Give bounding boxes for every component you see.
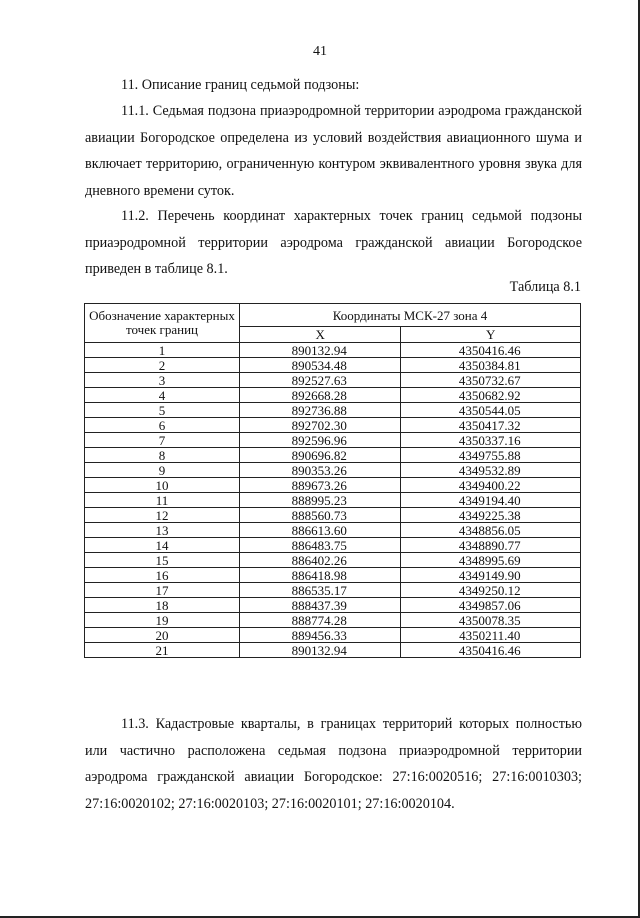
table-row [85, 433, 581, 448]
x-coordinate-cell: 888774.28 [240, 613, 401, 628]
paragraph-11-3: 11.3. Кадастровые кварталы, в границах территорий которых полностью или частично расположена седьмая подзона приаэродромной территории аэродрома гражданской авиации Богородское: 27:16:0020516; 27:16:0010303; 27:16:0020102; 27:16:0020103; 27:16:0020101; 27:16:0020104. [85, 716, 582, 812]
x-coordinate-cell: 890353.26 [240, 463, 401, 478]
point-number-cell: 4 [85, 388, 240, 403]
point-number-cell: 17 [85, 583, 240, 598]
point-number-cell: 2 [85, 358, 240, 373]
point-number-cell: 11 [85, 493, 240, 508]
y-coordinate-cell: 4349857.06 [401, 598, 581, 613]
point-number-cell: 19 [85, 613, 240, 628]
table-row [85, 643, 581, 658]
paragraph-11-1: 11.1. Седьмая подзона приаэродромной территории аэродрома гражданской авиации Богородское определена из условий воздействия авиационного шума и включает территорию, ограниченную контуром эквивалентного уровня звука для дневного времени суток. [85, 103, 582, 199]
table-row [85, 373, 581, 388]
table-row [85, 358, 581, 373]
y-coordinate-cell: 4348856.05 [401, 523, 581, 538]
y-coordinate-cell: 4350732.67 [401, 373, 581, 388]
x-coordinate-cell: 892702.30 [240, 418, 401, 433]
y-coordinate-cell: 4350416.46 [401, 643, 581, 658]
x-coordinate-cell: 886402.26 [240, 553, 401, 568]
x-coordinate-cell: 886613.60 [240, 523, 401, 538]
table-row [85, 418, 581, 433]
header-y: Y [401, 327, 581, 343]
page-number: 41 [313, 44, 327, 59]
x-coordinate-cell: 890132.94 [240, 343, 401, 358]
point-number-cell: 12 [85, 508, 240, 523]
x-coordinate-cell: 886483.75 [240, 538, 401, 553]
header-x: X [240, 327, 401, 343]
point-number-cell: 18 [85, 598, 240, 613]
header-coordinates: Координаты МСК-27 зона 4 [240, 304, 581, 327]
point-number-cell: 10 [85, 478, 240, 493]
y-coordinate-cell: 4350417.32 [401, 418, 581, 433]
x-coordinate-cell: 886418.98 [240, 568, 401, 583]
table-row [85, 523, 581, 538]
x-coordinate-cell: 888995.23 [240, 493, 401, 508]
point-number-cell: 6 [85, 418, 240, 433]
point-number-cell: 21 [85, 643, 240, 658]
y-coordinate-cell: 4349149.90 [401, 568, 581, 583]
y-coordinate-cell: 4348890.77 [401, 538, 581, 553]
y-coordinate-cell: 4350384.81 [401, 358, 581, 373]
table-row [85, 568, 581, 583]
y-coordinate-cell: 4350211.40 [401, 628, 581, 643]
y-coordinate-cell: 4348995.69 [401, 553, 581, 568]
coordinates-table [84, 303, 581, 658]
y-coordinate-cell: 4349532.89 [401, 463, 581, 478]
y-coordinate-cell: 4349250.12 [401, 583, 581, 598]
paragraph-11-2: 11.2. Перечень координат характерных точек границ седьмой подзоны приаэродромной территории аэродрома гражданской авиации Богородское приведен в таблице 8.1. [85, 208, 582, 277]
y-coordinate-cell: 4350682.92 [401, 388, 581, 403]
table-caption: Таблица 8.1 [509, 279, 581, 295]
point-number-cell: 5 [85, 403, 240, 418]
y-coordinate-cell: 4350416.46 [401, 343, 581, 358]
point-number-cell: 14 [85, 538, 240, 553]
table-row [85, 388, 581, 403]
point-number-cell: 13 [85, 523, 240, 538]
x-coordinate-cell: 889673.26 [240, 478, 401, 493]
x-coordinate-cell: 890132.94 [240, 643, 401, 658]
table-row [85, 343, 581, 358]
y-coordinate-cell: 4349194.40 [401, 493, 581, 508]
x-coordinate-cell: 888560.73 [240, 508, 401, 523]
table-row [85, 538, 581, 553]
y-coordinate-cell: 4349225.38 [401, 508, 581, 523]
header-point-designation: Обозначение характерных точек границ [85, 304, 240, 343]
point-number-cell: 16 [85, 568, 240, 583]
x-coordinate-cell: 889456.33 [240, 628, 401, 643]
y-coordinate-cell: 4349755.88 [401, 448, 581, 463]
point-number-cell: 20 [85, 628, 240, 643]
y-coordinate-cell: 4350337.16 [401, 433, 581, 448]
table-row [85, 598, 581, 613]
y-coordinate-cell: 4350078.35 [401, 613, 581, 628]
table-row [85, 583, 581, 598]
x-coordinate-cell: 892668.28 [240, 388, 401, 403]
table-row [85, 628, 581, 643]
section-heading: 11. Описание границ седьмой подзоны: [121, 77, 360, 93]
table-row [85, 553, 581, 568]
x-coordinate-cell: 890696.82 [240, 448, 401, 463]
table-row [85, 478, 581, 493]
x-coordinate-cell: 892596.96 [240, 433, 401, 448]
x-coordinate-cell: 892527.63 [240, 373, 401, 388]
x-coordinate-cell: 888437.39 [240, 598, 401, 613]
table-row [85, 463, 581, 478]
table-row [85, 493, 581, 508]
x-coordinate-cell: 890534.48 [240, 358, 401, 373]
point-number-cell: 1 [85, 343, 240, 358]
table-row [85, 613, 581, 628]
table-body [85, 343, 581, 658]
point-number-cell: 3 [85, 373, 240, 388]
table-row [85, 508, 581, 523]
point-number-cell: 15 [85, 553, 240, 568]
x-coordinate-cell: 886535.17 [240, 583, 401, 598]
point-number-cell: 9 [85, 463, 240, 478]
y-coordinate-cell: 4349400.22 [401, 478, 581, 493]
table-row [85, 403, 581, 418]
point-number-cell: 7 [85, 433, 240, 448]
table-row [85, 448, 581, 463]
y-coordinate-cell: 4350544.05 [401, 403, 581, 418]
x-coordinate-cell: 892736.88 [240, 403, 401, 418]
point-number-cell: 8 [85, 448, 240, 463]
